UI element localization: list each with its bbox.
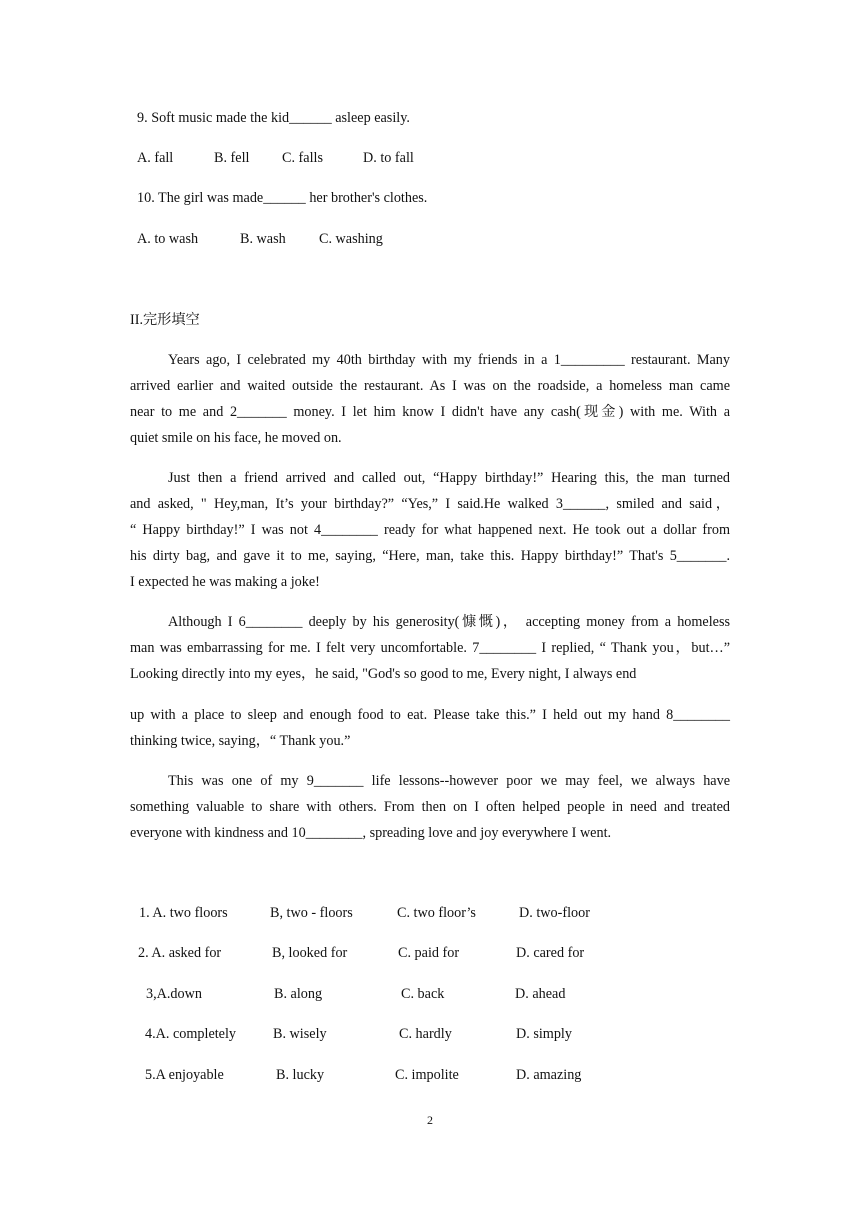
answer-1-option-a: 1. A. two floors <box>139 905 228 921</box>
passage-line: something valuable to share with others. From then on I often helped people in need and treated <box>130 799 730 815</box>
question-9-stem: 9. Soft music made the kid______ asleep easily. <box>137 110 410 126</box>
answer-2-option-c: C. paid for <box>398 945 460 961</box>
answer-2-option-d: D. cared for <box>516 945 585 961</box>
question-9-option-b: B. fell <box>214 150 250 166</box>
passage-line: up with a place to sleep and enough food to eat. Please take this.” I held out my hand 8________ <box>130 707 730 723</box>
passage-line: Just then a friend arrived and called out, “Happy birthday!” Hearing this, the man turned <box>168 470 730 486</box>
passage-line: This was one of my 9_______ life lessons--however poor we may feel, we always have <box>168 773 730 789</box>
passage-line: everyone with kindness and 10________, spreading love and joy everywhere I went. <box>130 825 612 841</box>
answer-3-option-b: B. along <box>274 986 323 1002</box>
answer-1-option-c: C. two floor’s <box>397 905 476 921</box>
answer-5-option-d: D. amazing <box>516 1067 582 1083</box>
page-number: 2 <box>427 1113 433 1127</box>
passage-line: his dirty bag, and gave it to me, saying, “Here, man, take this. Happy birthday!” That's 5_______. <box>130 548 730 564</box>
answer-1-option-d: D. two-floor <box>519 905 590 921</box>
answer-4-option-c: C. hardly <box>399 1026 452 1042</box>
question-10-option-a: A. to wash <box>137 231 199 247</box>
answer-2-option-b: B, looked for <box>272 945 348 961</box>
passage-line: quiet smile on his face, he moved on. <box>130 430 342 446</box>
question-9-option-c: C. falls <box>282 150 323 166</box>
answer-4-option-b: B. wisely <box>273 1026 327 1042</box>
answer-1-option-b: B, two - floors <box>270 905 353 921</box>
question-9-option-d: D. to fall <box>363 150 414 166</box>
passage-line: Years ago, I celebrated my 40th birthday with my friends in a 1_________ restaurant. Many <box>168 352 730 368</box>
question-10-option-c: C. washing <box>319 231 383 247</box>
passage-line: I expected he was making a joke! <box>130 574 320 590</box>
answer-2-option-a: 2. A. asked for <box>138 945 222 961</box>
question-10-stem: 10. The girl was made______ her brother's clothes. <box>137 190 428 206</box>
answer-3-option-d: D. ahead <box>515 986 566 1002</box>
passage-line: man was embarrassing for me. I felt very uncomfortable. 7________ I replied, “ Thank you，but…” <box>130 640 730 656</box>
answer-4-option-a: 4.A. completely <box>145 1026 237 1042</box>
passage-line: near to me and 2_______ money. I let him know I didn't have any cash(现金) with me. With a <box>130 404 730 420</box>
passage-line: thinking twice, saying，“ Thank you.” <box>130 733 351 749</box>
answer-5-option-c: C. impolite <box>395 1067 459 1083</box>
question-10-option-b: B. wash <box>240 231 286 247</box>
question-9-option-a: A. fall <box>137 150 174 166</box>
passage-line: and asked, " Hey,man, It’s your birthday?” “Yes,” I said.He walked 3______, smiled and said， <box>130 496 730 512</box>
answer-3-option-a: 3,A.down <box>146 986 202 1002</box>
passage-line: “ Happy birthday!” I was not 4________ ready for what happened next. He took out a dollar from <box>130 522 730 538</box>
section-heading: II.完形填空 <box>130 312 200 328</box>
passage-line: arrived earlier and waited outside the restaurant. As I was on the roadside, a homeless man came <box>130 378 730 394</box>
answer-3-option-c: C. back <box>401 986 445 1002</box>
passage-line: Looking directly into my eyes，he said, "God's so good to me, Every night, I always end <box>130 666 637 682</box>
answer-5-option-a: 5.A enjoyable <box>145 1067 224 1083</box>
passage-line: Although I 6________ deeply by his generosity(慷慨)， accepting money from a homeless <box>168 614 730 630</box>
answer-4-option-d: D. simply <box>516 1026 572 1042</box>
answer-5-option-b: B. lucky <box>276 1067 325 1083</box>
